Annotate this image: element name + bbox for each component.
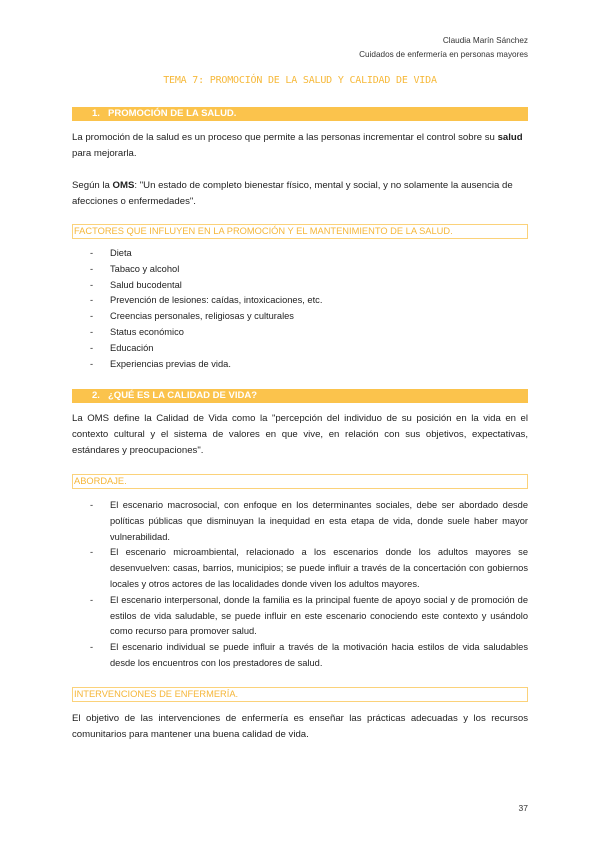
section-1-number: 1. bbox=[92, 108, 100, 119]
section-2-number: 2. bbox=[92, 390, 100, 401]
list-item: - Experiencias previas de vida. bbox=[90, 358, 231, 369]
header-author: Claudia Marín Sánchez bbox=[442, 36, 528, 45]
section-1-heading-bar bbox=[72, 107, 528, 121]
header-subject: Cuidados de enfermería en personas mayores bbox=[359, 50, 528, 59]
intervenciones-heading-box: INTERVENCIONES DE ENFERMERÍA. bbox=[72, 687, 528, 702]
list-item: - Tabaco y alcohol bbox=[90, 263, 180, 274]
promocion-bold-salud: salud bbox=[497, 132, 523, 143]
calidad-vida-paragraph: La OMS define la Calidad de Vida como la "percepción del individuo de su posición en la vida en el contexto cultural y el sistema de valores en que vive, en relación con sus objetivos, expectativas, estándares y preocupaciones". bbox=[72, 413, 528, 456]
list-item: - El escenario individual se puede influir a través de la motivación hacia estilos de vida saludables desde los encuentros con los prestadores de salud. bbox=[90, 642, 528, 668]
promocion-paragraph bbox=[72, 130, 528, 162]
oms-text-2: : "Un estado de completo bienestar físico, mental y social, y no solamente la ausencia de afecciones o enfermedades". bbox=[72, 180, 513, 207]
section-2-heading-bar bbox=[72, 389, 528, 403]
page-title: TEMA 7: PROMOCIÓN DE LA SALUD Y CALIDAD DE VIDA bbox=[163, 75, 437, 86]
intervenciones-paragraph: El objetivo de las intervenciones de enfermería es enseñar las prácticas adecuadas y los recursos comunitarios para mantener una buena calidad de vida. bbox=[72, 713, 528, 740]
promocion-text-2: para mejorarla. bbox=[72, 148, 137, 159]
section-2-heading: ¿QUÉ ES LA CALIDAD DE VIDA? bbox=[108, 390, 258, 401]
list-item: - El escenario microambiental, relacionado a los escenarios donde los adultos mayores se desenvuelven: casas, barrios, municipios; se puede influir a través de la concertación con gobiernos locales y otros actores de las localidades donde viven los adultos mayores. bbox=[90, 547, 528, 589]
list-item: - Salud bucodental bbox=[90, 279, 182, 290]
factores-list bbox=[72, 246, 528, 372]
list-item: - El escenario macrosocial, con enfoque en los determinantes sociales, debe ser abordado desde políticas públicas que disminuyan la inequidad en esta etapa de vida, donde suele haber mayor vulnerabilidad. bbox=[90, 500, 528, 542]
oms-paragraph bbox=[72, 178, 528, 210]
oms-bold: OMS bbox=[112, 180, 135, 191]
promocion-text-1: La promoción de la salud es un proceso que permite a las personas incrementar el control sobre su bbox=[72, 132, 498, 143]
factores-heading-box: FACTORES QUE INFLUYEN EN LA PROMOCIÓN Y EL MANTENIMIENTO DE LA SALUD. bbox=[72, 224, 528, 239]
abordaje-heading-box: ABORDAJE. bbox=[72, 474, 528, 489]
list-item: - Educación bbox=[90, 342, 154, 353]
abordaje-list bbox=[72, 498, 528, 672]
list-item: - Prevención de lesiones: caídas, intoxicaciones, etc. bbox=[90, 295, 323, 306]
oms-text-1: Según la bbox=[72, 180, 113, 191]
list-item: - Status económico bbox=[90, 326, 184, 337]
list-item: - El escenario interpersonal, donde la familia es la principal fuente de apoyo social y de promoción de estilos de vida saludable, se puede influir en este escenario conociendo este contexto y usándolo como recurso para promover salud. bbox=[90, 594, 528, 637]
list-item: - Creencias personales, religiosas y culturales bbox=[90, 311, 294, 322]
page-number: 37 bbox=[518, 803, 528, 813]
section-1-heading: PROMOCIÓN DE LA SALUD. bbox=[108, 108, 237, 119]
list-item: - Dieta bbox=[90, 248, 132, 258]
